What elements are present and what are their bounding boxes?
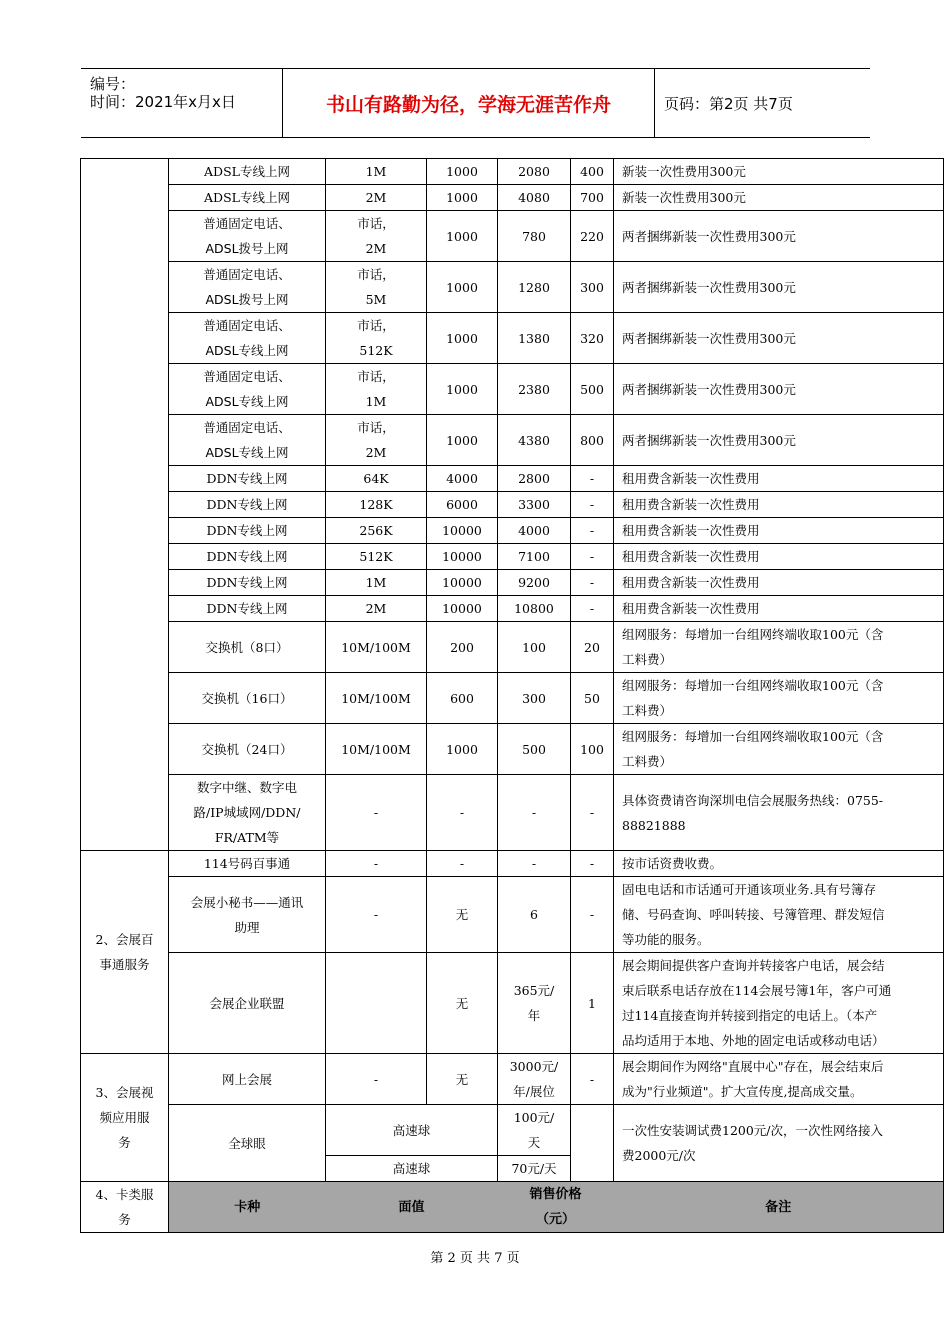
- header-page-label: 页码：第2页 共7页: [664, 94, 793, 113]
- service-name: 普通固定电话、 ADSL拨号上网: [169, 211, 326, 262]
- header-remark: 备注: [614, 1182, 944, 1233]
- category-cell: 3、会展视 频应用服 务: [81, 1054, 169, 1182]
- service-name: ADSL专线上网: [169, 159, 326, 185]
- bandwidth: -: [326, 775, 427, 851]
- price-b: -: [498, 851, 571, 877]
- table-row: [81, 466, 944, 492]
- header-info-cell: [81, 69, 283, 137]
- price-a: 1000: [427, 724, 498, 775]
- table-row: [81, 262, 944, 313]
- service-name: DDN专线上网: [169, 596, 326, 622]
- price-b: -: [498, 775, 571, 851]
- bandwidth: 市话， 1M: [326, 364, 427, 415]
- price-c: 500: [571, 364, 614, 415]
- price-a: 600: [427, 673, 498, 724]
- remark: 组网服务：每增加一台组网终端收取100元（含 工料费）: [614, 673, 944, 724]
- bandwidth: [326, 953, 427, 1054]
- price-c: -: [571, 596, 614, 622]
- bandwidth: 市话， 5M: [326, 262, 427, 313]
- service-name: 普通固定电话、 ADSL专线上网: [169, 364, 326, 415]
- bandwidth: 512K: [326, 544, 427, 570]
- price-c: -: [571, 775, 614, 851]
- service-name: 交换机（8口）: [169, 622, 326, 673]
- service-name: 普通固定电话、 ADSL专线上网: [169, 313, 326, 364]
- bandwidth: 1M: [326, 159, 427, 185]
- price-b: 2380: [498, 364, 571, 415]
- price-b: 7100: [498, 544, 571, 570]
- page-footer: 第 2 页 共 7 页: [430, 1251, 520, 1266]
- price-c: 20: [571, 622, 614, 673]
- service-name: 114号码百事通: [169, 851, 326, 877]
- price-a: 1000: [427, 262, 498, 313]
- bandwidth: -: [326, 1054, 427, 1105]
- category-cell: [81, 159, 169, 851]
- price-c: 300: [571, 262, 614, 313]
- table-row: [81, 775, 944, 851]
- remark: 组网服务：每增加一台组网终端收取100元（含 工料费）: [614, 622, 944, 673]
- price-a: 10000: [427, 544, 498, 570]
- remark: 租用费含新装一次性费用: [614, 466, 944, 492]
- price-c: -: [571, 570, 614, 596]
- price-b: 2080: [498, 159, 571, 185]
- table-row: [81, 622, 944, 673]
- service-name: DDN专线上网: [169, 518, 326, 544]
- price-b: 3000元/ 年/展位: [498, 1054, 571, 1105]
- service-name: 交换机（16口）: [169, 673, 326, 724]
- bandwidth: 2M: [326, 596, 427, 622]
- price-c: -: [571, 518, 614, 544]
- price-a: 6000: [427, 492, 498, 518]
- price-b: 780: [498, 211, 571, 262]
- price-b: 4000: [498, 518, 571, 544]
- service-name: DDN专线上网: [169, 544, 326, 570]
- category-cell: 2、会展百 事通服务: [81, 851, 169, 1054]
- remark: 展会期间提供客户查询并转接客户电话，展会结 束后联系电话存放在114会展号簿1年，客户可通 过114直接查询并转接到指定的电话上。（本产 品均适用于本地、外地的固定电话或移动电话）: [614, 953, 944, 1054]
- header-face-value: 面值: [326, 1182, 498, 1233]
- category-cell: 4、卡类服 务: [81, 1182, 169, 1233]
- price-a: 1000: [427, 313, 498, 364]
- bandwidth: 10M/100M: [326, 622, 427, 673]
- remark: 具体资费请咨询深圳电信会展服务热线：0755- 88821888: [614, 775, 944, 851]
- table-row: [81, 518, 944, 544]
- price-c: -: [571, 466, 614, 492]
- service-name: DDN专线上网: [169, 466, 326, 492]
- price-b: 10800: [498, 596, 571, 622]
- remark: 租用费含新装一次性费用: [614, 544, 944, 570]
- price-c: 700: [571, 185, 614, 211]
- table-row: [81, 492, 944, 518]
- table-row: [81, 364, 944, 415]
- service-name: 全球眼: [169, 1105, 326, 1182]
- remark: 固电电话和市话通可开通该项业务.具有号簿存 储、号码查询、呼叫转接、号簿管理、群发短信 等功能的服务。: [614, 877, 944, 953]
- price-b: 365元/ 年: [498, 953, 571, 1054]
- table-row: [81, 953, 944, 1054]
- bandwidth: 256K: [326, 518, 427, 544]
- bandwidth: 高速球: [326, 1105, 498, 1156]
- table-row: [81, 415, 944, 466]
- price-b: 4080: [498, 185, 571, 211]
- remark: 新装一次性费用300元: [614, 159, 944, 185]
- price-c: -: [571, 544, 614, 570]
- service-name: 网上会展: [169, 1054, 326, 1105]
- price-a: 1000: [427, 364, 498, 415]
- bandwidth: 10M/100M: [326, 724, 427, 775]
- bandwidth: 市话， 2M: [326, 415, 427, 466]
- price-a: 无: [427, 1054, 498, 1105]
- price-a: 10000: [427, 570, 498, 596]
- header-card-type: 卡种: [169, 1182, 326, 1233]
- price-a: -: [427, 851, 498, 877]
- price-a: 10000: [427, 518, 498, 544]
- table-row: [81, 596, 944, 622]
- remark: 新装一次性费用300元: [614, 185, 944, 211]
- price-c: -: [571, 1054, 614, 1105]
- table-row: [81, 544, 944, 570]
- price-c: 320: [571, 313, 614, 364]
- price-a: 200: [427, 622, 498, 673]
- service-price-table: [80, 158, 944, 1233]
- bandwidth: 10M/100M: [326, 673, 427, 724]
- table-row: [81, 1105, 944, 1156]
- doc-number-label: 编号：: [90, 75, 136, 93]
- price-b: 300: [498, 673, 571, 724]
- bandwidth: 2M: [326, 185, 427, 211]
- price-b: 1280: [498, 262, 571, 313]
- price-a: 1000: [427, 415, 498, 466]
- bandwidth: 市话， 2M: [326, 211, 427, 262]
- service-name: DDN专线上网: [169, 492, 326, 518]
- service-name: ADSL专线上网: [169, 185, 326, 211]
- remark: 按市话资费收费。: [614, 851, 944, 877]
- bandwidth: 64K: [326, 466, 427, 492]
- remark: 两者捆绑新装一次性费用300元: [614, 313, 944, 364]
- remark: 展会期间作为网络"直展中心"存在，展会结束后 成为"行业频道"。扩大宣传度,提高成交量。: [614, 1054, 944, 1105]
- remark: 租用费含新装一次性费用: [614, 570, 944, 596]
- header-sale-price: 销售价格 （元）: [498, 1182, 614, 1233]
- price-a: 无: [427, 953, 498, 1054]
- bandwidth: 高速球: [326, 1156, 498, 1182]
- doc-time-label: 时间：2021年x月x日: [90, 93, 236, 111]
- price-b: 1380: [498, 313, 571, 364]
- price-c: 100: [571, 724, 614, 775]
- remark: 一次性安装调试费1200元/次，一次性网络接入 费2000元/次: [614, 1105, 944, 1182]
- remark: 两者捆绑新装一次性费用300元: [614, 262, 944, 313]
- price-a: -: [427, 775, 498, 851]
- table-row: [81, 313, 944, 364]
- price-a: 10000: [427, 596, 498, 622]
- table-row: [81, 211, 944, 262]
- price-c: 220: [571, 211, 614, 262]
- bandwidth: 128K: [326, 492, 427, 518]
- price-b: 70元/天: [498, 1156, 571, 1182]
- service-name: 会展企业联盟: [169, 953, 326, 1054]
- price-a: 1000: [427, 185, 498, 211]
- price-c: 1: [571, 953, 614, 1054]
- remark: 两者捆绑新装一次性费用300元: [614, 415, 944, 466]
- remark: 租用费含新装一次性费用: [614, 492, 944, 518]
- remark: 两者捆绑新装一次性费用300元: [614, 211, 944, 262]
- price-b: 500: [498, 724, 571, 775]
- price-b: 9200: [498, 570, 571, 596]
- table-row: [81, 877, 944, 953]
- price-a: 无: [427, 877, 498, 953]
- remark: 租用费含新装一次性费用: [614, 596, 944, 622]
- document-header: [81, 68, 870, 138]
- table-row: [81, 570, 944, 596]
- service-name: 会展小秘书——通讯 助理: [169, 877, 326, 953]
- table-row: [81, 159, 944, 185]
- service-name: 普通固定电话、 ADSL专线上网: [169, 415, 326, 466]
- service-name: 交换机（24口）: [169, 724, 326, 775]
- price-c: -: [571, 492, 614, 518]
- service-name: 数字中继、数字电 路/IP城域网/DDN/ FR/ATM等: [169, 775, 326, 851]
- remark: 租用费含新装一次性费用: [614, 518, 944, 544]
- bandwidth: -: [326, 851, 427, 877]
- price-a: 1000: [427, 211, 498, 262]
- price-b: 100: [498, 622, 571, 673]
- service-name: 普通固定电话、 ADSL拨号上网: [169, 262, 326, 313]
- price-c: -: [571, 877, 614, 953]
- table-row: [81, 724, 944, 775]
- price-c: 400: [571, 159, 614, 185]
- price-b: 4380: [498, 415, 571, 466]
- bandwidth: -: [326, 877, 427, 953]
- remark: 两者捆绑新装一次性费用300元: [614, 364, 944, 415]
- header-motto: 书山有路勤为径，学海无涯苦作舟: [283, 69, 655, 137]
- price-b: 2800: [498, 466, 571, 492]
- price-c: [571, 1105, 614, 1156]
- bandwidth: 1M: [326, 570, 427, 596]
- bandwidth: 市话， 512K: [326, 313, 427, 364]
- table-row: [81, 1054, 944, 1105]
- price-a: 1000: [427, 159, 498, 185]
- price-c: -: [571, 851, 614, 877]
- price-b: 3300: [498, 492, 571, 518]
- service-name: DDN专线上网: [169, 570, 326, 596]
- price-b: 6: [498, 877, 571, 953]
- remark: 组网服务：每增加一台组网终端收取100元（含 工料费）: [614, 724, 944, 775]
- price-c: 50: [571, 673, 614, 724]
- price-b: 100元/ 天: [498, 1105, 571, 1156]
- table-row: [81, 673, 944, 724]
- table-row: [81, 185, 944, 211]
- table-row: [81, 1182, 944, 1233]
- price-c: 800: [571, 415, 614, 466]
- price-a: 4000: [427, 466, 498, 492]
- table-row: [81, 851, 944, 877]
- price-c: [571, 1156, 614, 1182]
